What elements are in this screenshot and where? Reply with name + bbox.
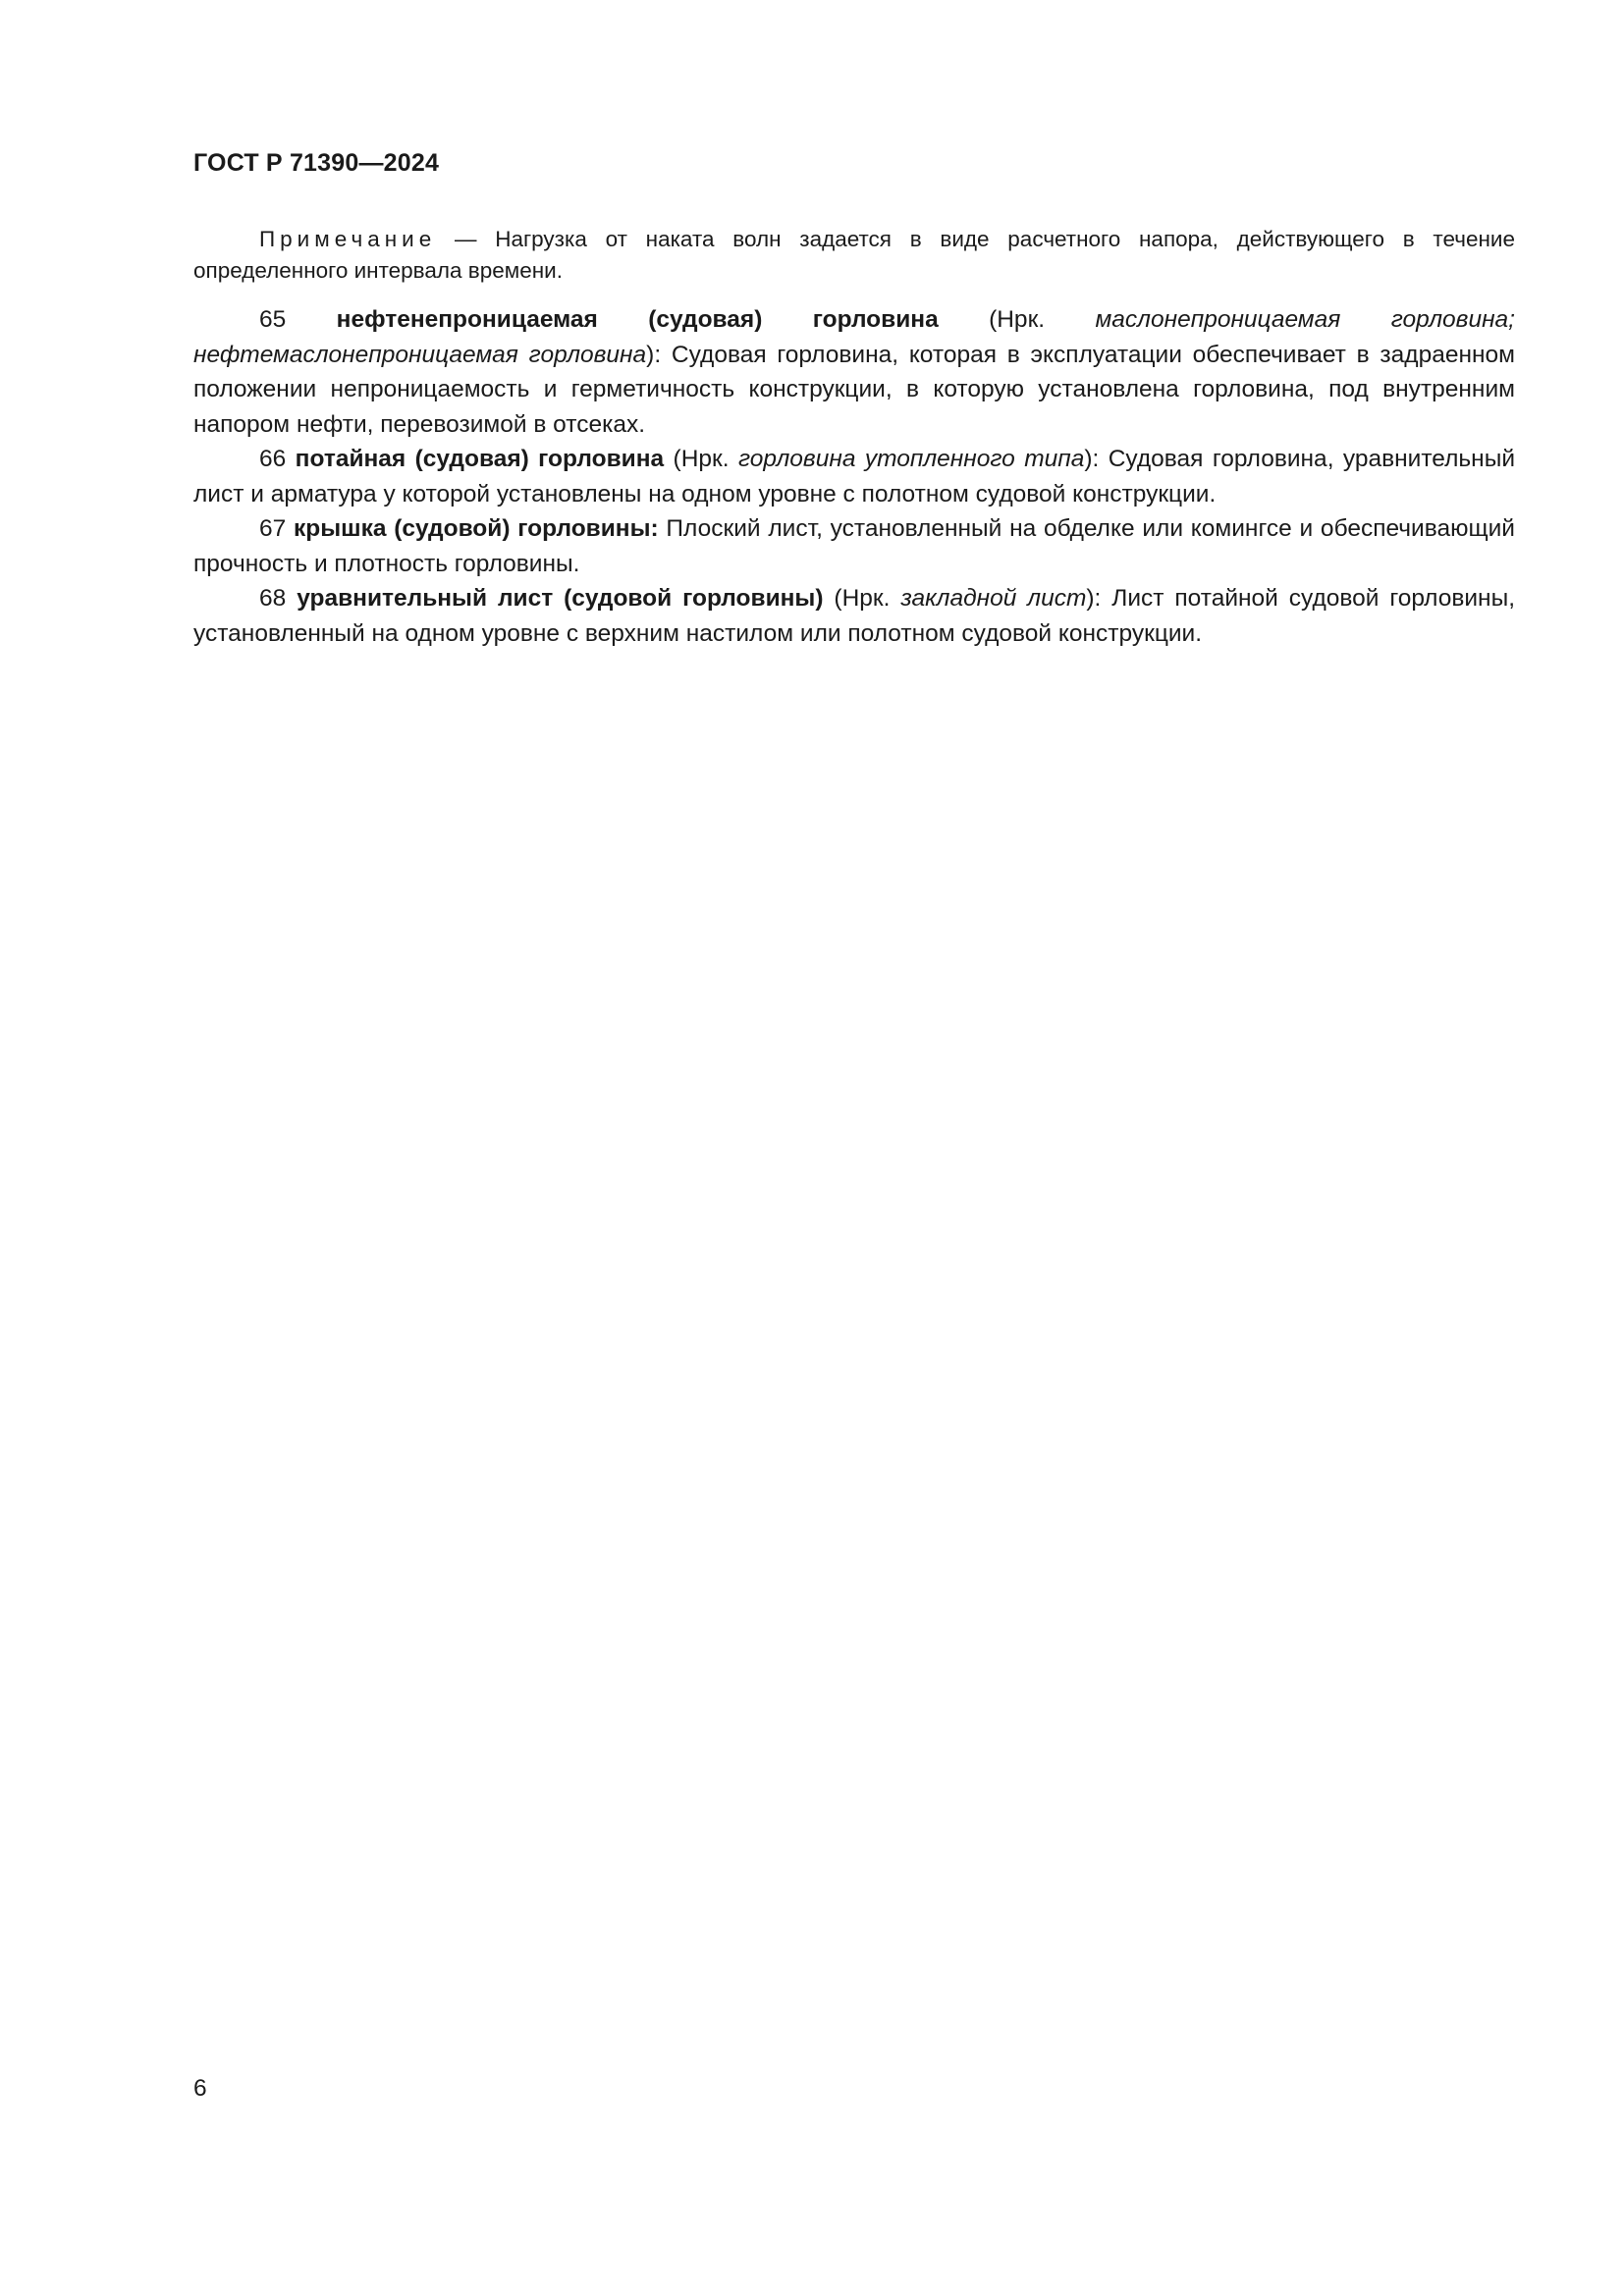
document-body [193, 224, 1515, 651]
entry-number: 66 [259, 446, 287, 472]
nrk-close: ): [646, 341, 672, 368]
nrk-text: закладной лист [900, 585, 1087, 612]
term-entry-68 [193, 581, 1515, 651]
entry-term: нефтенепроницаемая (судовая) горловина [336, 306, 939, 333]
entry-term: уравнительный лист (судовой горловины) [297, 585, 824, 612]
nrk-open: (Нрк. [823, 585, 901, 612]
document-header: ГОСТ Р 71390—2024 [193, 149, 440, 177]
entry-number: 65 [259, 306, 287, 333]
nrk-close: ): [1084, 446, 1109, 472]
note-paragraph [193, 224, 1515, 287]
term-entry-66 [193, 442, 1515, 511]
page-number: 6 [193, 2075, 207, 2102]
entry-term: крышка (судовой) горловины: [294, 515, 659, 542]
entry-term: потайная (судовая) горловина [295, 446, 665, 472]
note-text: — Нагрузка от наката волн задается в виде расчетного напора, действующего в течение определенного интервала времени. [193, 227, 1515, 283]
nrk-text: маслонепроницаемая горловина; нефтемаслонепроницаемая горловина [193, 306, 1515, 368]
term-entry-65 [193, 302, 1515, 442]
entry-definition: Плоский лист, установленный на обделке или комингсе и обеспечивающий прочность и плотность горловины. [193, 515, 1515, 577]
entry-number: 68 [259, 585, 287, 612]
entry-number: 67 [259, 515, 287, 542]
term-entry-67 [193, 511, 1515, 581]
nrk-open: (Нрк. [664, 446, 738, 472]
entry-definition: Лист потайной судовой горловины, установленный на одном уровне с верхним настилом или полотном судовой конструкции. [193, 585, 1515, 647]
note-label: Примечание [259, 227, 437, 251]
entry-definition: Судовая горловина, которая в эксплуатации обеспечивает в задраенном положении непроницаемость и герметичность конструкции, в которую установлена горловина, под внутренним напором нефти, перевозимой в отсеках. [193, 341, 1515, 438]
entry-definition: Судовая горловина, уравнительный лист и арматура у которой установлены на одном уровне с полотном судовой конструкции. [193, 446, 1515, 507]
nrk-open: (Нрк. [938, 306, 1096, 333]
nrk-text: горловина утопленного типа [737, 446, 1085, 472]
nrk-close: ): [1086, 585, 1112, 612]
